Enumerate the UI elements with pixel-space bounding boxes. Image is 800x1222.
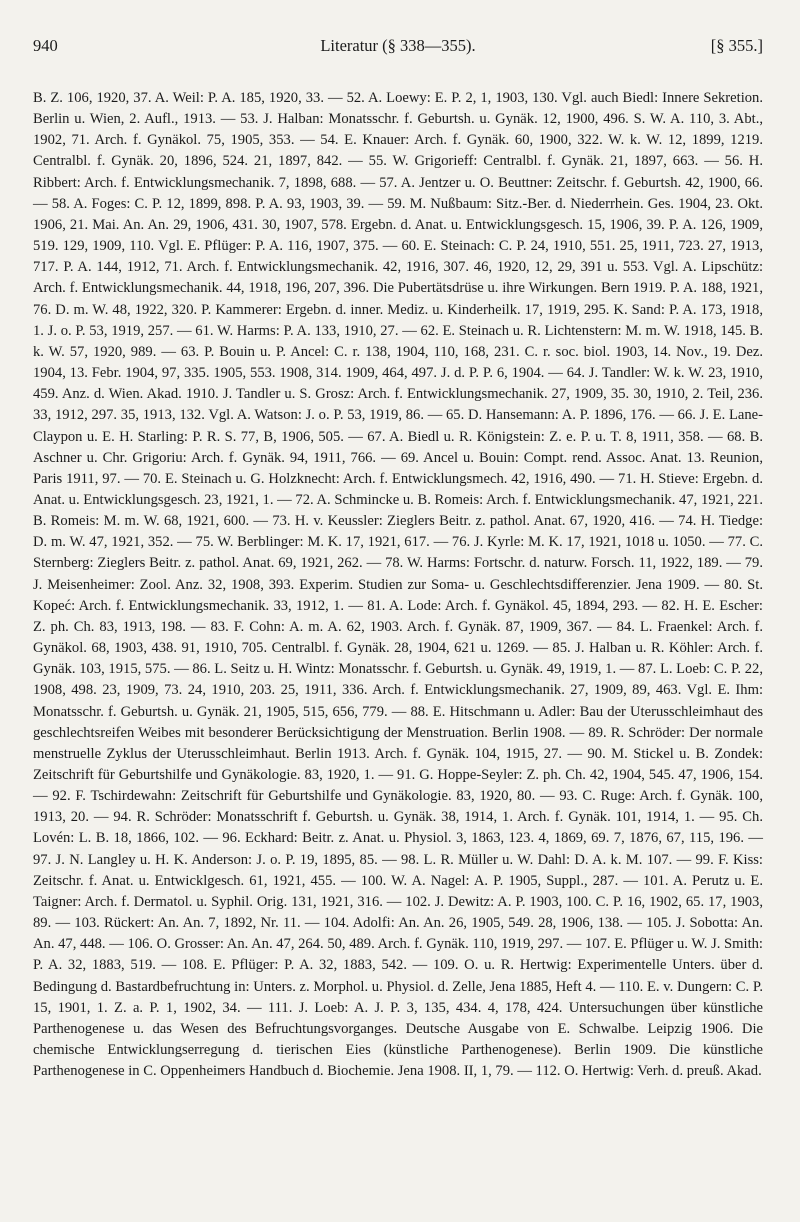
page-number: 940 [33,36,58,55]
section-marker: [§ 355.] [710,36,763,55]
references-paragraph: B. Z. 106, 1920, 37. A. Weil: P. A. 185, 1920, 33. — 52. A. Loewy: E. P. 2, 1, 1903, 130. Vgl. auch Biedl: Innere Sekretion. Berlin u. Wien, 2. Aufl., 1913. — 53. J. Halban: Monatsschr. f. Geburtsh. u. Gynäk. 12, 1900, 496. S. W. A. 110, 3. Abt., 1902, 71. Arch. f. Gynäkol. 75, 1905, 353. — 54. E. Knauer: Arch. f. Gynäk. 60, 1900, 322. W. k. W. 12, 1899, 1219. Centralbl. f. Gynäk. 20, 1896, 524. 21, 1897, 842. — 55. W. Grigorieff: Centralbl. f. Gynäk. 21, 1897, 663. — 56. H. Ribbert: Arch. f. Entwicklungsmechanik. 7, 1898, 688. — 57. A. Jentzer u. O. Beuttner: Zeitschr. f. Geburtsh. 42, 1900, 66. — 58. A. Foges: C. P. 12, 1899, 898. P. A. 93, 1903, 39. — 59. M. Nußbaum: Sitz.-Ber. d. Niederrhein. Ges. 1904, 23. Okt. 1906, 21. Mai. An. An. 29, 1906, 431. 30, 1907, 578. Ergebn. d. Anat. u. Entwicklungsgesch. 15, 1906, 39. P. A. 126, 1909, 519. 129, 1909, 110. Vgl. E. Pflüger: P. A. 116, 1907, 375. — 60. E. Steinach: C. P. 24, 1910, 551. 25, 1911, 723. 27, 1913, 717. P. A. 144, 1912, 71. Arch. f. Entwicklungsmechanik. 42, 1916, 307. 46, 1920, 12, 29, 391 u. 553. Vgl. A. Lipschütz: Arch. f. Entwicklungsmechanik. 44, 1918, 196, 207, 396. Die Pubertätsdrüse u. ihre Wirkungen. Bern 1919. P. A. 188, 1921, 76. D. m. W. 48, 1922, 320. P. Kammerer: Ergebn. d. inner. Mediz. u. Kinderheilk. 17, 1919, 295. K. Sand: P. A. 173, 1918, 1. J. o. P. 53, 1919, 257. — 61. W. Harms: P. A. 133, 1910, 27. — 62. E. Steinach u. R. Lichtenstern: M. m. W. 1918, 145. B. k. W. 57, 1920, 989. — 63. P. Bouin u. P. Ancel: C. r. 138, 1904, 110, 168, 231. C. r. soc. biol. 1903, 14. Nov., 19. Dez. 1904, 13. Febr. 1904, 97, 335. 1905, 553. 1908, 314. 1909, 464, 497. J. d. P. P. 6, 1904. — 64. J. Tandler: W. k. W. 23, 1910, 459. Anz. d. Wien. Akad. 1910. J. Tandler u. S. Grosz: Arch. f. Entwicklungsmechanik. 27, 1909, 35. 30, 1910, 2. Teil, 236. 33, 1912, 297. 35, 1913, 132. Vgl. A. Watson: J. o. P. 53, 1919, 86. — 65. D. Hansemann: A. P. 1896, 176. — 66. J. E. Lane-Claypon u. E. H. Starling: P. R. S. 77, B, 1906, 505. — 67. A. Biedl u. R. Königstein: Z. e. P. u. T. 8, 1911, 358. — 68. B. Aschner u. Chr. Grigoriu: Arch. f. Gynäk. 94, 1911, 766. — 69. Ancel u. Bouin: Compt. rend. Assoc. Anat. 13. Reunion, Paris 1911, 97. — 70. E. Steinach u. G. Holzknecht: Arch. f. Entwicklungsmech. 42, 1916, 490. — 71. H. Stieve: Ergebn. d. Anat. u. Entwicklungsgesch. 23, 1921, 1. — 72. A. Schmincke u. B. Romeis: Arch. f. Entwicklungsmechanik. 47, 1921, 221. B. Romeis: M. m. W. 68, 1921, 600. — 73. H. v. Keussler: Zieglers Beitr. z. pathol. Anat. 67, 1920, 416. — 74. H. Tiedge: D. m. W. 47, 1921, 352. — 75. W. Berblinger: M. K. 17, 1921, 617. — 76. J. Kyrle: M. K. 17, 1921, 1018 u. 1050. — 77. C. Sternberg: Zieglers Beitr. z. pathol. Anat. 69, 1921, 262. — 78. W. Harms: Fortschr. d. naturw. Forsch. 11, 1922, 189. — 79. J. Meisenheimer: Zool. Anz. 32, 1908, 393. Experim. Studien zur Soma- u. Geschlechtsdifferenzier. Jena 1909. — 80. St. Kopeć: Arch. f. Entwicklungsmechanik. 33, 1912, 1. — 81. A. Lode: Arch. f. Gynäkol. 45, 1894, 293. — 82. H. E. Escher: Z. ph. Ch. 83, 1913, 198. — 83. F. Cohn: A. m. A. 62, 1903. Arch. f. Gynäk. 87, 1909, 367. — 84. L. Fraenkel: Arch. f. Gynäkol. 68, 1903, 438. 91, 1910, 705. Centralbl. f. Gynäk. 28, 1904, 621 u. 1269. — 85. J. Halban u. R. Köhler: Arch. f. Gynäk. 103, 1915, 575. — 86. L. Seitz u. H. Wintz: Monatsschr. f. Geburtsh. u. Gynäk. 49, 1919, 1. — 87. L. Loeb: C. P. 22, 1908, 498. 23, 1909, 73. 24, 1910, 203. 25, 1911, 336. Arch. f. Entwicklungsmechanik. 27, 1909, 89, 463. Vgl. E. Ihm: Monatsschr. f. Geburtsh. u. Gynäk. 21, 1905, 515, 656, 779. — 88. E. Hitschmann u. Adler: Bau der Uterusschleimhaut des geschlechtsreifen Weibes mit besonderer Berücksichtigung der Menstruation. Berlin 1908. — 89. R. Schröder: Der normale menstruelle Zyklus der Uterusschleimhaut. Berlin 1913. Arch. f. Gynäk. 104, 1915, 27. — 90. M. Stickel u. B. Zondek: Zeitschrift für Geburtshilfe und Gynäkologie. 83, 1920, 1. — 91. G. Hoppe-Seyler: Z. ph. Ch. 42, 1904, 545. 47, 1906, 154. — 92. F. Tschirdewahn: Zeitschrift für Geburtshilfe und Gynäkologie. 83, 1920, 80. — 93. C. Ruge: Arch. f. Gynäk. 100, 1913, 20. — 94. R. Schröder: Monatsschrift f. Geburtsh. u. Gynäk. 38, 1914, 1. Arch. f. Gynäk. 101, 1914, 1. — 95. Ch. Lovén: L. B. 18, 1866, 102. — 96. Eckhard: Beitr. z. Anat. u. Physiol. 3, 1863, 123. 4, 1869, 69. 7, 1876, 67, 115, 196. — 97. J. N. Langley u. H. K. Anderson: J. o. P. 19, 1895, 85. — 98. L. R. Müller u. W. Dahl: D. A. k. M. 107. — 99. F. Kiss: Zeitschr. f. Anat. u. Entwicklgesch. 61, 1921, 455. — 100. W. A. Nagel: A. P. 1905, Suppl., 287. — 101. A. Perutz u. E. Taigner: Arch. f. Dermatol. u. Syphil. Orig. 131, 1921, 316. — 102. J. Dewitz: A. P. 1903, 100. C. P. 16, 1902, 65. 17, 1903, 89. — 103. Rückert: An. An. 7, 1892, Nr. 11. — 104. Adolfi: An. An. 26, 1905, 549. 28, 1906, 138. — 105. J. Sobotta: An. An. 47, 448. — 106. O. Grosser: An. An. 47, 264. 50, 489. Arch. f. Gynäk. 110, 1919, 297. — 107. E. Pflüger u. W. J. Smith: P. A. 32, 1883, 519. — 108. E. Pflüger: P. A. 32, 1883, 542. — 109. O. u. R. Hertwig: Experimentelle Unters. über d. Bedingung d. Bastardbefruchtung in: Unters. z. Morphol. u. Physiol. d. Zelle, Jena 1885, Heft 4. — 110. E. v. Dungern: C. P. 15, 1901, 1. Z. a. P. 1, 1902, 34. — 111. J. Loeb: A. J. P. 3, 135, 434. 4, 178, 424. Untersuchungen über künstliche Parthenogenese u. das Wesen des Befruchtungsvorganges. Deutsche Ausgabe von E. Schwalbe. Leipzig 1906. Die chemische Entwicklungserregung d. tierischen Eies (künstliche Parthenogenese). Berlin 1909. Die künstliche Parthenogenese in C. Oppenheimers Handbuch d. Biochemie. Jena 1908. II, 1, 79. — 112. O. Hertwig: Verh. d. preuß. Akad. [33,90,763,1080]
bibliography-text [33,88,763,1082]
page-header [33,36,763,58]
running-title: Literatur (§ 338—355). [320,36,476,55]
